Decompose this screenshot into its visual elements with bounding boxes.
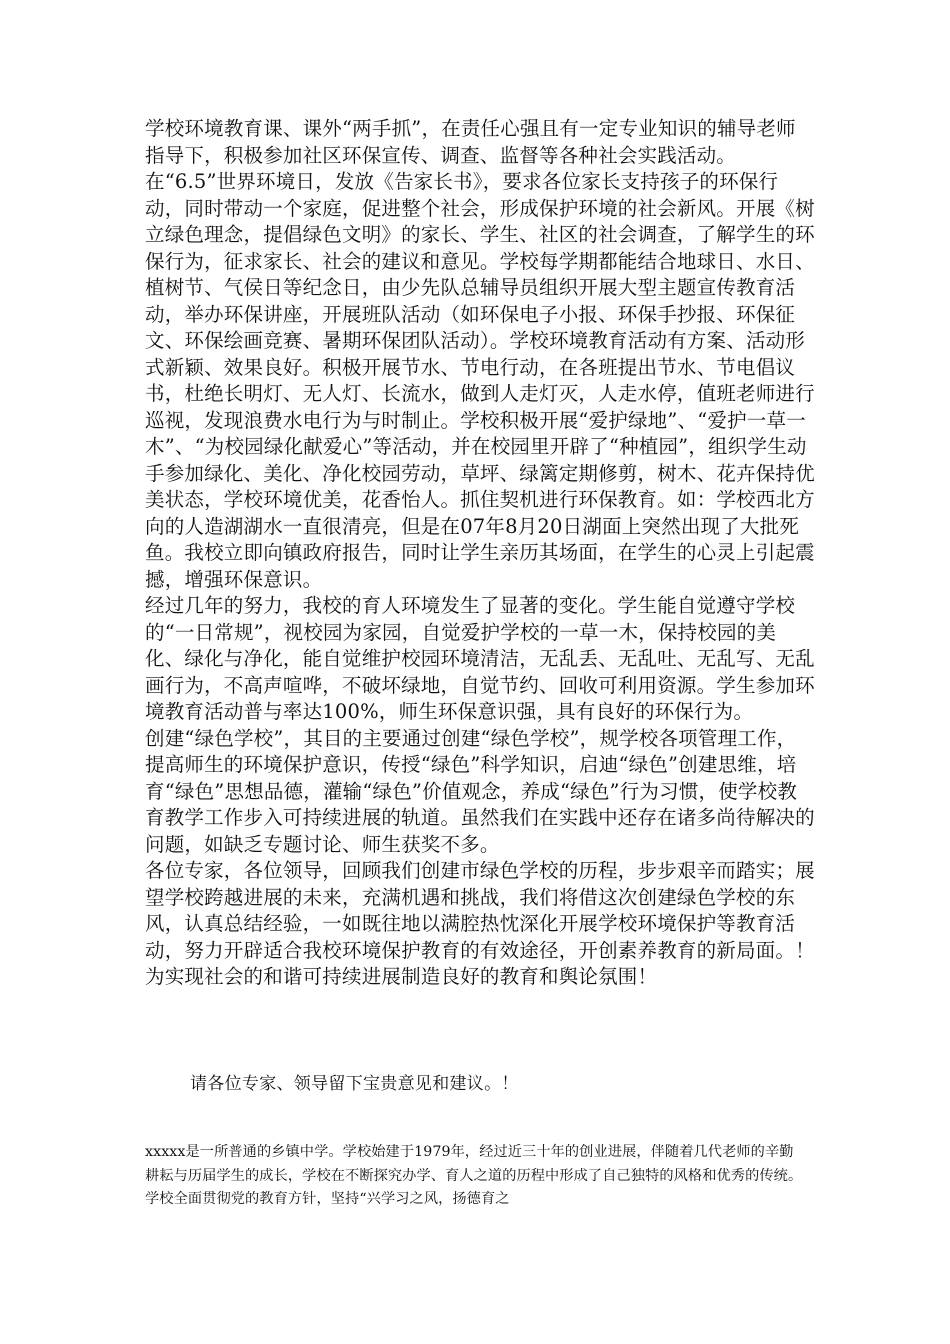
paragraph-green-school-purpose: 创建“绿色学校”，其目的主要通过创建“绿色学校”，规学校各项管理工作，提高师生的环境保护意识，传授“绿色”科学知识，启迪“绿色”创建思维，培育“绿色”思想品德，灌输“绿色”价值观念，养成“绿色”行为习惯，使学校教育教学工作步入可持续进展的轨道。虽然我们在实践中还存在诸多尚待解决的问题，如缺乏专题讨论、师生获奖不多。 — [145, 726, 815, 856]
paragraph-results: 经过几年的努力，我校的育人环境发生了显著的变化。学生能自觉遵守学校的“一日常规”，视校园为家园，自觉爱护学校的一草一木，保持校园的美化、绿化与净化，能自觉维护校园环境清洁，无乱丢、无乱吐、无乱写、无乱画行为，不高声喧哗，不破坏绿地，自觉节约、回收可利用资源。学生参加环境教育活动普与率达100%，师生环保意识强，具有良好的环保行为。 — [145, 594, 815, 723]
document-body — [145, 116, 815, 991]
intro-paragraph: xxxxx是一所普通的乡镇中学。学校始建于1979年，经过近三十年的创业进展，伴随着几代老师的辛勤耕耘与历届学生的成长，学校在不断探究办学、育人之道的历程中形成了自己独特的风格和优秀的传统。学校全面贯彻党的教育方针，坚持“兴学习之风，扬德育之 — [145, 1144, 803, 1207]
paragraph-environment-activities: 学校环境教育课、课外“两手抓”，在责任心强且有一定专业知识的辅导老师指导下，积极参加社区环保宣传、调查、监督等各种社会实践活动。在“6.5”世界环境日，发放《告家长书》，要求各位家长支持孩子的环保行动，同时带动一个家庭，促进整个社会，形成保护环境的社会新风。开展《树立绿色理念，提倡绿色文明》的家长、学生、社区的社会调查，了解学生的环保行为，征求家长、社会的建议和意见。学校每学期都能结合地球日、水日、植树节、气侯日等纪念日，由少先队总辅导员组织开展大型主题宣传教育活动，举办环保讲座，开展班队活动（如环保电子小报、环保手抄报、环保征文、环保绘画竞赛、暑期环保团队活动）。学校环境教育活动有方案、活动形式新颖、效果良好。积极开展节水、节电行动，在各班提出节水、节电倡议书，杜绝长明灯、无人灯、长流水，做到人走灯灭，人走水停，值班老师进行巡视，发现浪费水电行为与时制止。学校积极开展“爱护绿地”、“爱护一草一木”、“为校园绿化献爱心”等活动，并在校园里开辟了“种植园”，组织学生动手参加绿化、美化、净化校园劳动，草坪、绿篱定期修剪，树木、花卉保持优美状态，学校环境优美，花香怡人。抓住契机进行环保教育。如：学校西北方向的人造湖湖水一直很清亮，但是在07年8月20日湖面上突然出现了大批死鱼。我校立即向镇政府报告，同时让学生亲历其场面，在学生的心灵上引起震撼，增强环保意识。 — [145, 117, 815, 591]
paragraph-conclusion: 各位专家，各位领导，回顾我们创建市绿色学校的历程，步步艰辛而踏实；展望学校跨越进展的未来，充满机遇和挑战，我们将借这次创建绿色学校的东风，认真总结经验，一如既往地以满腔热忱深化开展学校环境保护等教育活动，努力开辟适合我校环境保护教育的有效途径，开创素养教育的新局面。！为实现社会的和谐可持续进展制造良好的教育和舆论氛围！ — [145, 859, 815, 988]
closing-line: 请各位专家、领导留下宝贵意见和建议。！ — [190, 1074, 519, 1094]
school-introduction — [145, 1141, 807, 1212]
